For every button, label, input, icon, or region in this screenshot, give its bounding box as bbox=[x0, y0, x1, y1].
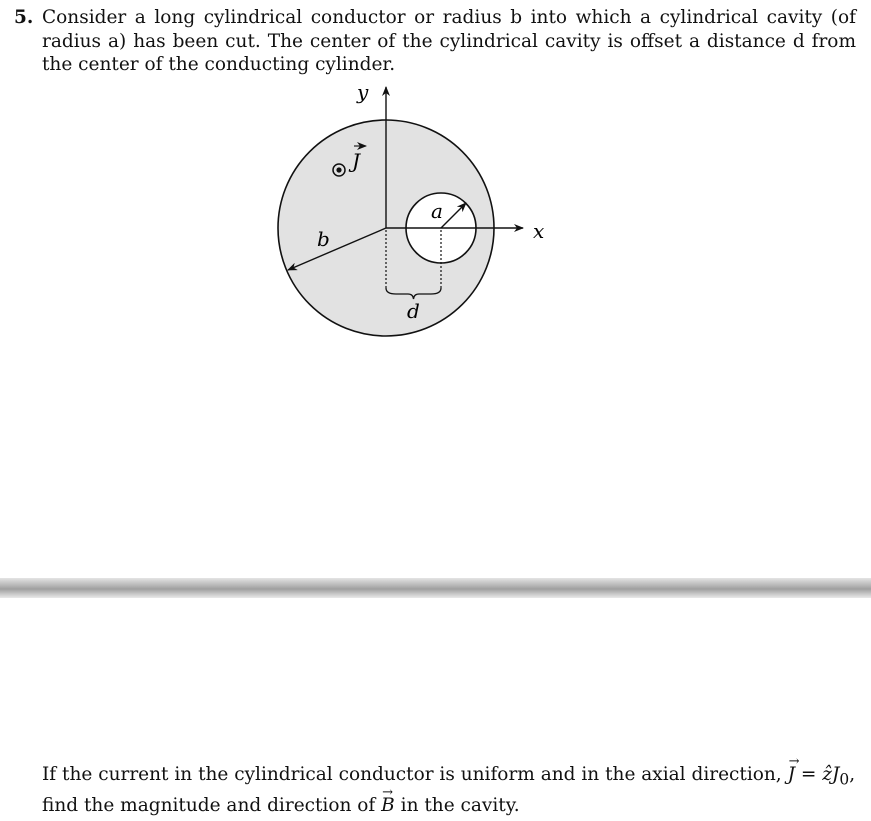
label-x-axis: x bbox=[533, 219, 545, 243]
current-dot bbox=[336, 167, 341, 172]
cylinder-diagram bbox=[260, 80, 580, 350]
label-outer-radius: b bbox=[317, 227, 330, 251]
vector-B: → B bbox=[381, 793, 395, 819]
problem-statement bbox=[14, 6, 856, 77]
page-divider bbox=[0, 578, 871, 598]
label-y-axis: y bbox=[357, 80, 369, 104]
question-line-2: find the magnitude and direction of → B in the cavity. bbox=[42, 793, 856, 819]
label-offset: d bbox=[407, 299, 420, 323]
label-cavity-radius: a bbox=[431, 199, 443, 223]
question-text bbox=[42, 762, 856, 819]
vector-J: → J bbox=[788, 762, 795, 788]
problem-number: 5. bbox=[14, 7, 34, 28]
label-current-J: J bbox=[352, 149, 361, 173]
z-hat: ẑ bbox=[822, 764, 832, 785]
question-line-1: If the current in the cylindrical conductor is uniform and in the axial direction, → J = ẑJ$_0$, bbox=[42, 762, 856, 793]
problem-text: Consider a long cylindrical conductor or radius b into which a cylindrical cavity (of radius a) has been cut. The center of the cylindrical cavity is offset a distance d from the center of the conducting cylinder. bbox=[42, 7, 856, 75]
